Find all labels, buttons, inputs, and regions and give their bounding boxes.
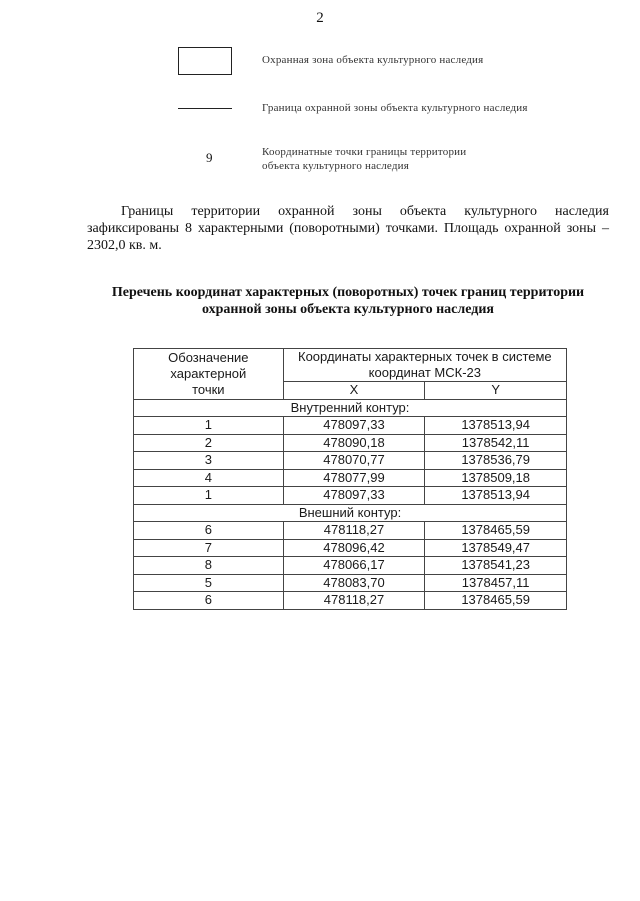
- legend-text-points-line2: объекта культурного наследия: [262, 160, 410, 172]
- point-number-symbol: 9: [206, 150, 213, 165]
- paragraph-text: Границы территории охранной зоны объекта культурного наследия зафиксированы 8 характерными (поворотными) точками. Площадь охранной зоны – 2302,0 кв. м.: [87, 204, 609, 253]
- y-cell: 1378513,94: [425, 417, 567, 435]
- zone-box-symbol: [178, 47, 232, 75]
- y-cell: 1378536,79: [425, 452, 567, 470]
- section-title-inner: Внутренний контур:: [134, 399, 567, 417]
- x-cell: 478118,27: [283, 592, 425, 610]
- x-cell: 478096,42: [283, 539, 425, 557]
- legend-text-zone: Охранная зона объекта культурного наследия: [262, 54, 484, 66]
- y-cell: 1378465,59: [425, 522, 567, 540]
- y-cell: 1378457,11: [425, 574, 567, 592]
- page-number: 2: [316, 10, 324, 26]
- zone-description-paragraph: [87, 203, 609, 254]
- x-cell: 478097,33: [283, 417, 425, 435]
- coordinates-header-line2: координат МСК-23: [368, 365, 482, 380]
- point-cell: 2: [134, 434, 284, 452]
- x-cell: 478090,18: [283, 434, 425, 452]
- table-row: [134, 522, 567, 540]
- table-row: [134, 557, 567, 575]
- table-row: [134, 452, 567, 470]
- table-row: [134, 539, 567, 557]
- y-cell: 1378465,59: [425, 592, 567, 610]
- section-title-outer: Внешний контур:: [134, 504, 567, 522]
- point-cell: 5: [134, 574, 284, 592]
- x-cell: 478097,33: [283, 487, 425, 505]
- point-cell: 7: [134, 539, 284, 557]
- legend-text-points-line1: Координатные точки границы территории: [262, 146, 467, 158]
- legend-text-points: [262, 145, 466, 173]
- point-label-header-line3: точки: [192, 381, 225, 397]
- point-label-header: [134, 349, 284, 400]
- y-cell: 1378513,94: [425, 487, 567, 505]
- point-cell: 4: [134, 469, 284, 487]
- y-cell: 1378541,23: [425, 557, 567, 575]
- point-cell: 6: [134, 592, 284, 610]
- y-cell: 1378549,47: [425, 539, 567, 557]
- x-cell: 478066,17: [283, 557, 425, 575]
- x-cell: 478118,27: [283, 522, 425, 540]
- coordinates-table: [133, 348, 567, 610]
- table-row: [134, 434, 567, 452]
- point-label-header-line1: Обозначение: [168, 349, 249, 365]
- point-cell: 1: [134, 417, 284, 435]
- y-header: Y: [425, 382, 567, 400]
- table-row: [134, 574, 567, 592]
- point-cell: 1: [134, 487, 284, 505]
- table-heading: [87, 284, 609, 318]
- x-header: X: [283, 382, 425, 400]
- point-cell: 3: [134, 452, 284, 470]
- point-label-header-line2: характерной: [170, 365, 247, 381]
- table-row: [134, 487, 567, 505]
- table-row: [134, 469, 567, 487]
- table-row: [134, 417, 567, 435]
- table-row: [134, 592, 567, 610]
- point-cell: 8: [134, 557, 284, 575]
- x-cell: 478077,99: [283, 469, 425, 487]
- x-cell: 478070,77: [283, 452, 425, 470]
- coordinates-header-line1: Координаты характерных точек в системе: [298, 349, 552, 364]
- heading-line-1: Перечень координат характерных (поворотных) точек границ территории: [111, 285, 585, 300]
- heading-line-2: охранной зоны объекта культурного наследия: [201, 302, 494, 317]
- boundary-line-symbol: [178, 108, 232, 109]
- point-cell: 6: [134, 522, 284, 540]
- y-cell: 1378509,18: [425, 469, 567, 487]
- coordinates-header: [283, 349, 566, 382]
- x-cell: 478083,70: [283, 574, 425, 592]
- legend-text-boundary: Граница охранной зоны объекта культурного наследия: [262, 102, 528, 114]
- y-cell: 1378542,11: [425, 434, 567, 452]
